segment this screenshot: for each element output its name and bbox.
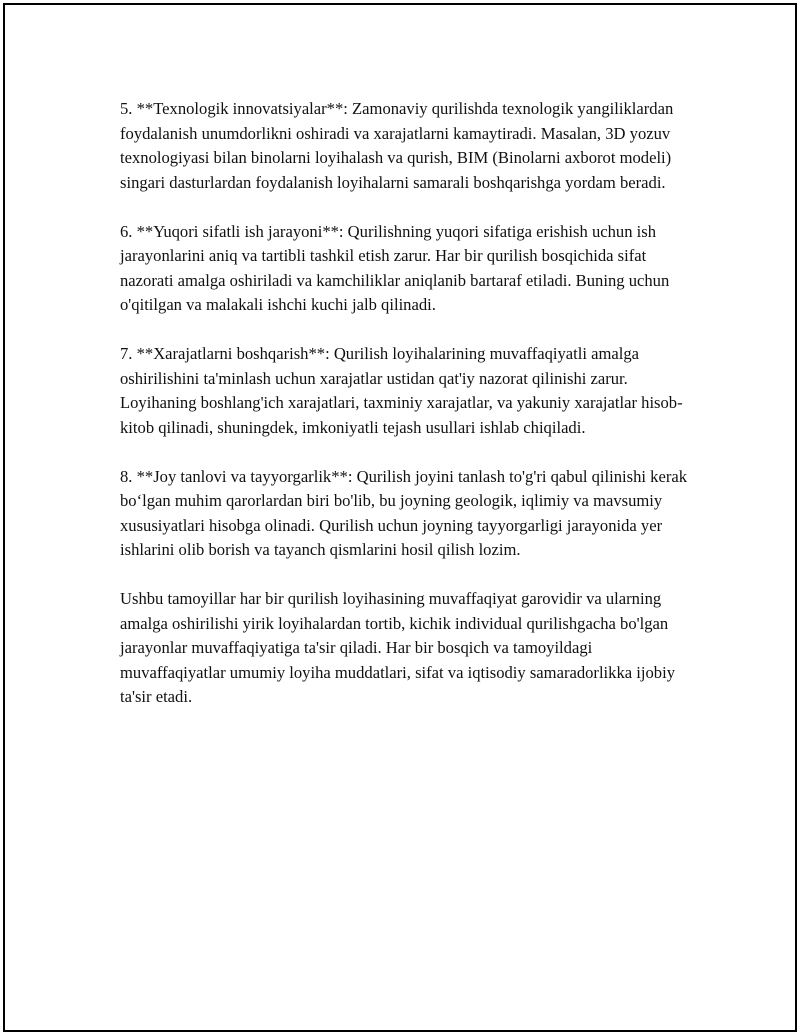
paragraph-conclusion: Ushbu tamoyillar har bir qurilish loyihasining muvaffaqiyat garovidir va ularning amalga oshirilishi yirik loyihalardan tortib, kichik individual qurilishgacha bo'lgan jarayonlar muvaffaqiyatiga ta'sir qiladi. Har bir bosqich va tamoyildagi muvaffaqiyatlar umumiy loyiha muddatlari, sifat va iqtisodiy samaradorlikka ijobiy ta'sir etadi. — [120, 589, 675, 706]
page-frame — [3, 3, 797, 1032]
paragraph-site-selection: 8. **Joy tanlovi va tayyorgarlik**: Qurilish joyini tanlash to'g'ri qabul qilinishi kerak bo‘lgan muhim qarorlardan biri bo'lib, bu joyning geologik, iqlimiy va mavsumiy xususiyatlari hisobga olinadi. Qurilish uchun joyning tayyorgarligi jarayonida yer ishlarini olib borish va tayanch qismlarini hosil qilish lozim. — [120, 466, 688, 559]
paragraph-cost-management: 7. **Xarajatlarni boshqarish**: Qurilish loyihalarining muvaffaqiyatli amalga oshirilishini ta'minlash uchun xarajatlar ustidan qat'iy nazorat qilinishi zarur. Loyihaning boshlang'ich xarajatlari, taxminiy xarajatlar, va yakuniy xarajatlar hisob-kitob qilinadi, shuningdek, imkoniyatli tejash usullari ishlab chiqiladi. — [120, 344, 683, 437]
paragraph-technological-innovations: 5. **Texnologik innovatsiyalar**: Zamonaviy qurilishda texnologik yangiliklardan foydalanish unumdorlikni oshiradi va xarajatlarni kamaytiradi. Masalan, 3D yozuv texnologiyasi bilan binolarni loyihalash va qurish, BIM (Binolarni axborot modeli) singari dasturlardan foydalanish loyihalarni samarali boshqarishga yordam beradi. — [120, 99, 674, 192]
paragraph-high-quality-workflow: 6. **Yuqori sifatli ish jarayoni**: Qurilishning yuqori sifatiga erishish uchun ish jarayonlarini aniq va tartibli tashkil etish zarur. Har bir qurilish bosqichida sifat nazorati amalga oshiriladi va kamchiliklar aniqlanib bartaraf etiladi. Buning uchun o'qitilgan va malakali ishchi kuchi jalb qilinadi. — [120, 221, 670, 314]
document-body — [120, 97, 695, 734]
